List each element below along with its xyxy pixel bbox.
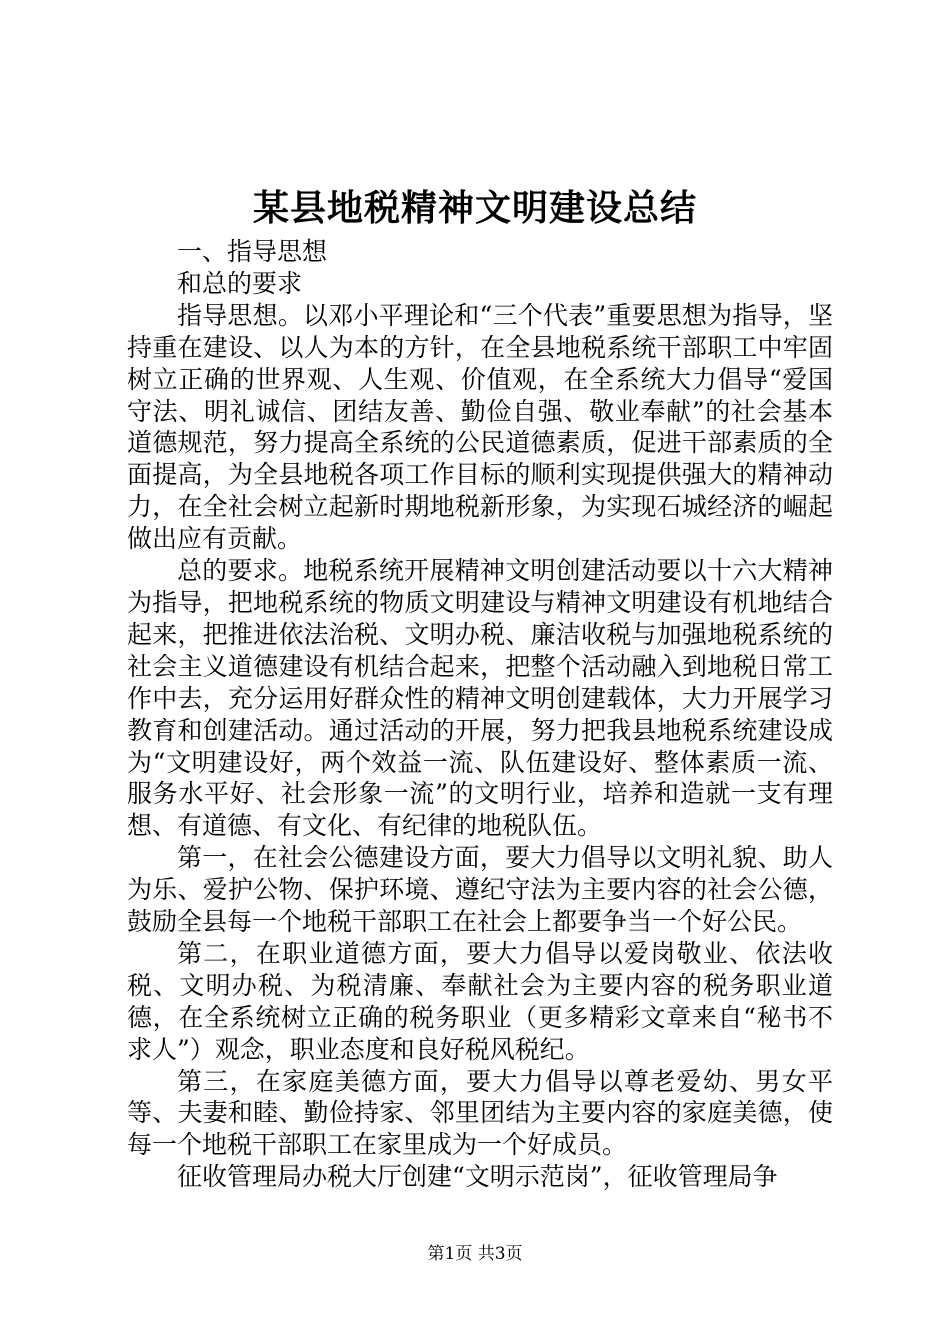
paragraph-social-morality: 第一，在社会公德建设方面，要大力倡导以文明礼貌、助人为乐、爱护公物、保护环境、遵纪守法为主要内容的社会公德，鼓励全县每一个地税干部职工在社会上都要争当一个好公民。 [127,843,833,937]
paragraph-family-virtues: 第三，在家庭美德方面，要大力倡导以尊老爱幼、男女平等、夫妻和睦、勤俭持家、邻里团结为主要内容的家庭美德，使每一个地税干部职工在家里成为一个好成员。 [127,1066,833,1160]
paragraph-general-requirements: 总的要求。地税系统开展精神文明创建活动要以十六大精神为指导，把地税系统的物质文明建设与精神文明建设有机地结合起来，把推进依法治税、文明办税、廉洁收税与加强地税系统的社会主义道德建设有机结合起来，把整个活动融入到地税日常工作中去，充分运用好群众性的精神文明创建载体，大力开展学习教育和创建活动。通过活动的开展，努力把我县地税系统建设成为“文明建设好，两个效益一流、队伍建设好、整体素质一流、服务水平好、社会形象一流”的文明行业，培养和造就一支有理想、有道德、有文化、有纪律的地税队伍。 [127,556,833,841]
document-title: 某县地税精神文明建设总结 [252,187,697,229]
page-number: 第1页 共3页 [427,1244,523,1264]
section-heading: 一、指导思想 [177,237,328,266]
section-subheading: 和总的要求 [177,268,303,298]
paragraph-guiding-ideology: 指导思想。以邓小平理论和“三个代表”重要思想为指导，坚持重在建设、以人为本的方针，在全县地税系统干部职工中牢固树立正确的世界观、人生观、价值观，在全系统大力倡导“爱国守法、明礼诚信、团结友善、勤俭自强、敬业奉献”的社会基本道德规范，努力提高全系统的公民道德素质，促进干部素质的全面提高，为全县地税各项工作目标的顺利实现提供强大的精神动力，在全社会树立起新时期地税新形象，为实现石城经济的崛起做出应有贡献。 [127,300,833,554]
document-body [127,236,833,1193]
paragraph-collection-bureau: 征收管理局办税大厅创建“文明示范岗”，征收管理局争 [177,1162,778,1192]
paragraph-professional-ethics: 第二，在职业道德方面，要大力倡导以爱岗敬业、依法收税、文明办税、为税清廉、奉献社会为主要内容的税务职业道德，在全系统树立正确的税务职业（更多精彩文章来自“秘书不求人”）观念，职业态度和良好税风税纪。 [127,938,833,1064]
